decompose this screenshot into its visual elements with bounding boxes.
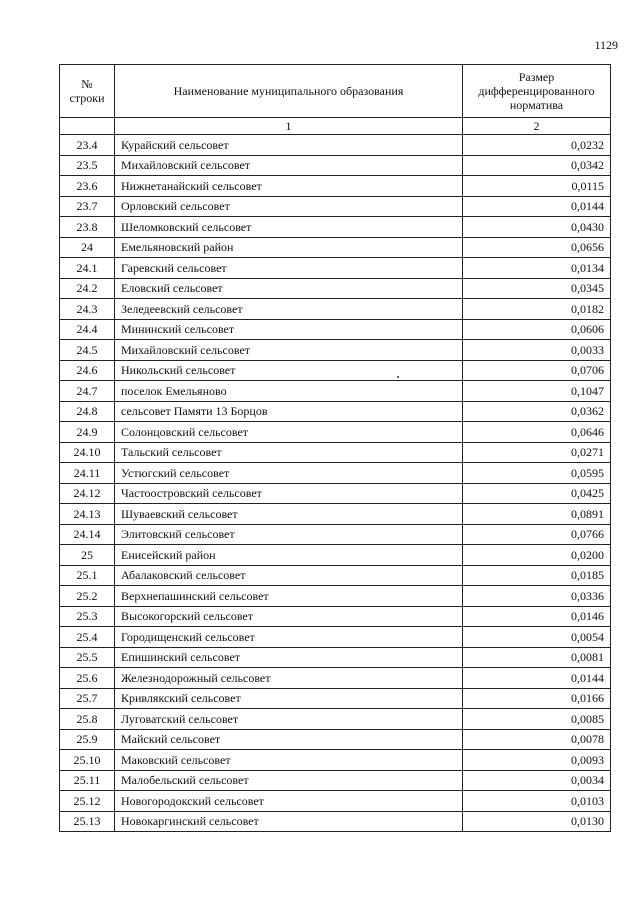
normative-value-cell: 0,0232 [463,135,611,156]
header-row-number: № строки [60,65,115,118]
row-number-cell: 25.1 [60,565,115,586]
normative-value-cell: 0,0130 [463,811,611,832]
row-number-cell: 24.5 [60,340,115,361]
normative-value-cell: 0,1047 [463,381,611,402]
table-row [60,422,611,443]
municipality-name-cell: Тальский сельсовет [115,442,463,463]
row-number-cell: 24.4 [60,319,115,340]
row-number-cell: 25.2 [60,586,115,607]
normative-value-cell: 0,0345 [463,278,611,299]
municipality-name-cell: Малобельский сельсовет [115,770,463,791]
table-row [60,750,611,771]
row-number-cell: 23.8 [60,217,115,238]
municipality-name-cell: Зеледеевский сельсовет [115,299,463,320]
normative-value-cell: 0,0706 [463,360,611,381]
row-number-cell: 25 [60,545,115,566]
table-row [60,811,611,832]
municipality-name-cell: Мининский сельсовет [115,319,463,340]
normative-value-cell: 0,0342 [463,155,611,176]
table-row [60,483,611,504]
table-row [60,442,611,463]
municipality-name-cell: поселок Емельяново [115,381,463,402]
municipality-name-cell: Еловский сельсовет [115,278,463,299]
normative-value-cell: 0,0182 [463,299,611,320]
header-normative-size: Размер дифференцированного норматива [463,65,611,118]
table-row [60,360,611,381]
row-number-cell: 24.12 [60,483,115,504]
municipality-name-cell: Гаревский сельсовет [115,258,463,279]
municipality-name-cell: Высокогорский сельсовет [115,606,463,627]
normative-value-cell: 0,0646 [463,422,611,443]
row-number-cell: 25.13 [60,811,115,832]
table-row [60,586,611,607]
normative-value-cell: 0,0144 [463,668,611,689]
municipality-name-cell: Абалаковский сельсовет [115,565,463,586]
municipality-name-cell: Курайский сельсовет [115,135,463,156]
normative-value-cell: 0,0185 [463,565,611,586]
municipality-name-cell: Нижнетанайский сельсовет [115,176,463,197]
row-number-cell: 23.6 [60,176,115,197]
table-row [60,627,611,648]
municipality-name-cell: Майский сельсовет [115,729,463,750]
table-row [60,135,611,156]
normative-value-cell: 0,0362 [463,401,611,422]
normative-value-cell: 0,0081 [463,647,611,668]
row-number-cell: 25.10 [60,750,115,771]
normative-value-cell: 0,0656 [463,237,611,258]
normative-value-cell: 0,0336 [463,586,611,607]
municipality-name-cell: Солонцовский сельсовет [115,422,463,443]
table-body [60,135,611,832]
municipality-name-cell: Михайловский сельсовет [115,155,463,176]
municipality-name-cell: Верхнепашинский сельсовет [115,586,463,607]
table-row [60,668,611,689]
normative-value-cell: 0,0144 [463,196,611,217]
normative-value-cell: 0,0134 [463,258,611,279]
municipality-name-cell: Луговатский сельсовет [115,709,463,730]
municipality-name-cell: Частоостровский сельсовет [115,483,463,504]
normative-value-cell: 0,0054 [463,627,611,648]
scan-speck [397,376,399,378]
row-number-cell: 24.10 [60,442,115,463]
normative-value-cell: 0,0034 [463,770,611,791]
normative-value-cell: 0,0606 [463,319,611,340]
table-row [60,647,611,668]
municipality-name-cell: Маковский сельсовет [115,750,463,771]
row-number-cell: 24.14 [60,524,115,545]
normative-value-cell: 0,0093 [463,750,611,771]
normative-table [59,64,611,832]
table-row [60,176,611,197]
row-number-cell: 24.3 [60,299,115,320]
normative-value-cell: 0,0103 [463,791,611,812]
municipality-name-cell: Епишинский сельсовет [115,647,463,668]
row-number-cell: 24.6 [60,360,115,381]
municipality-name-cell: Железнодорожный сельсовет [115,668,463,689]
header-municipality-name: Наименование муниципального образования [115,65,463,118]
municipality-name-cell: Михайловский сельсовет [115,340,463,361]
municipality-name-cell: Кривлякский сельсовет [115,688,463,709]
row-number-cell: 24.7 [60,381,115,402]
table-row [60,299,611,320]
row-number-cell: 24.11 [60,463,115,484]
table-header [60,65,611,135]
row-number-cell: 25.7 [60,688,115,709]
normative-value-cell: 0,0425 [463,483,611,504]
normative-value-cell: 0,0200 [463,545,611,566]
row-number-cell: 25.6 [60,668,115,689]
header-column-index-1: 1 [115,118,463,135]
normative-value-cell: 0,0891 [463,504,611,525]
table-row [60,155,611,176]
normative-value-cell: 0,0033 [463,340,611,361]
table-row [60,463,611,484]
row-number-cell: 25.4 [60,627,115,648]
normative-value-cell: 0,0595 [463,463,611,484]
table-row [60,340,611,361]
row-number-cell: 25.12 [60,791,115,812]
table-row [60,524,611,545]
row-number-cell: 25.9 [60,729,115,750]
municipality-name-cell: Элитовский сельсовет [115,524,463,545]
row-number-cell: 24.8 [60,401,115,422]
normative-value-cell: 0,0430 [463,217,611,238]
municipality-name-cell: Шеломковский сельсовет [115,217,463,238]
table-row [60,258,611,279]
municipality-name-cell: Устюгский сельсовет [115,463,463,484]
table-row [60,729,611,750]
normative-value-cell: 0,0115 [463,176,611,197]
municipality-name-cell: Шуваевский сельсовет [115,504,463,525]
table-row [60,381,611,402]
table-row [60,217,611,238]
normative-value-cell: 0,0166 [463,688,611,709]
table-row [60,709,611,730]
normative-value-cell: 0,0146 [463,606,611,627]
municipality-name-cell: Емельяновский район [115,237,463,258]
municipality-name-cell: Городищенский сельсовет [115,627,463,648]
table-row [60,319,611,340]
header-column-index-empty [60,118,115,135]
municipality-name-cell: Енисейский район [115,545,463,566]
page-number: 1129 [594,38,618,52]
row-number-cell: 25.8 [60,709,115,730]
row-number-cell: 25.5 [60,647,115,668]
row-number-cell: 24.9 [60,422,115,443]
row-number-cell: 25.3 [60,606,115,627]
normative-value-cell: 0,0085 [463,709,611,730]
normative-value-cell: 0,0766 [463,524,611,545]
row-number-cell: 24.13 [60,504,115,525]
table-row [60,237,611,258]
table-row [60,791,611,812]
table-row [60,401,611,422]
municipality-name-cell: Никольский сельсовет [115,360,463,381]
table-row [60,565,611,586]
municipality-name-cell: сельсовет Памяти 13 Борцов [115,401,463,422]
normative-value-cell: 0,0078 [463,729,611,750]
table-row [60,770,611,791]
table-row [60,278,611,299]
table-row [60,688,611,709]
row-number-cell: 24.1 [60,258,115,279]
row-number-cell: 24 [60,237,115,258]
row-number-cell: 23.7 [60,196,115,217]
table-row [60,196,611,217]
table-row [60,504,611,525]
row-number-cell: 23.4 [60,135,115,156]
municipality-name-cell: Орловский сельсовет [115,196,463,217]
municipality-name-cell: Новогородокский сельсовет [115,791,463,812]
normative-value-cell: 0,0271 [463,442,611,463]
table-row [60,545,611,566]
table-row [60,606,611,627]
municipality-name-cell: Новокаргинский сельсовет [115,811,463,832]
row-number-cell: 25.11 [60,770,115,791]
row-number-cell: 24.2 [60,278,115,299]
header-column-index-2: 2 [463,118,611,135]
row-number-cell: 23.5 [60,155,115,176]
